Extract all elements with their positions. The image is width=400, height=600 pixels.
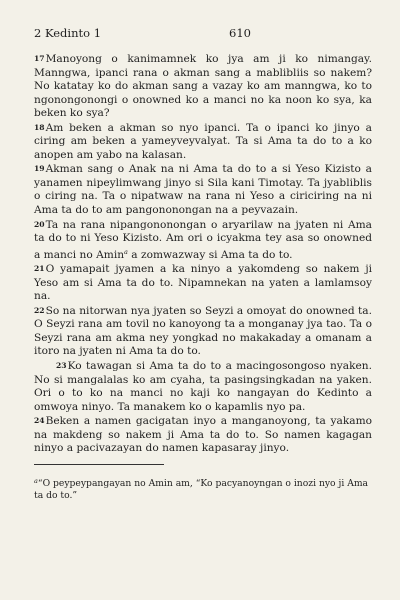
verse-20 <box>34 218 372 263</box>
verse-text-cont: a zomwazway si Ama ta do to. <box>127 248 293 261</box>
footnote-marker[interactable]: a <box>124 247 128 256</box>
verse-number: 22 <box>34 305 45 315</box>
verse-text: So na nitorwan nya jyaten so Seyzi a omoyat do onowned ta. O Seyzi rana am tovil no kanoyong ta a monganay jya tao. Ta o Seyzi rana am akma ney yongkad no makakaday a omanam a itoro na jyaten ni Ama ta do to. <box>34 304 372 358</box>
page-number: 610 <box>229 26 251 40</box>
verse-17 <box>34 52 372 121</box>
verse-number: 18 <box>34 122 45 132</box>
verse-number: 24 <box>34 416 45 426</box>
verse-text: Am beken a akman so nyo ipanci. Ta o ipanci ko jinyo a ciring am beken a yameyveyvalyat. Ta si Ama ta do to a ko anopen am yabo na kalasan. <box>34 121 372 161</box>
footnote-mark: a <box>34 476 38 485</box>
verse-number: 23 <box>56 361 67 371</box>
verse-text: Akman sang o Anak na ni Ama ta do to a si Yeso Kizisto a yanamen nipeylimwang jinyo si Sila kani Timotay. Ta jyabliblis o ciring na. Ta o nipatwaw na rana ni Yeso a ciriciring na ni Ama ta do to am pangononongan na a peyvazain. <box>34 163 372 217</box>
verse-23 <box>34 359 372 414</box>
footnote-divider <box>34 464 164 465</box>
verse-19 <box>34 162 372 217</box>
verse-number: 20 <box>34 219 45 229</box>
verse-number: 17 <box>34 54 45 63</box>
running-header <box>34 26 372 46</box>
verse-24 <box>34 414 372 456</box>
book-chapter-title: 2 Kedinto 1 <box>34 26 102 40</box>
verse-text: O yamapait jyamen a ka ninyo a yakomdeng so nakem ji Yeso am si Ama ta do to. Nipamnekan na yaten a lamlamsoy na. <box>34 263 372 303</box>
verse-text: Ta na rana nipangononongan o aryarilaw na jyaten ni Ama ta do to ni Yeso Kizisto. Am ori o icyakma tey asa so onowned a manci no Amin <box>34 218 372 261</box>
verse-number: 19 <box>34 164 45 174</box>
verse-text: Manoyong o kanimamnek ko jya am ji ko nimangay. Manngwa, ipanci rana o akman sang a mablibliis so nakem? No katatay ko do akman sang a vazay ko am manngwa, ko to ngonongonongi o onowned ko a manci no ka noon ko sya, ka beken ko sya? <box>34 53 372 120</box>
page <box>34 26 372 502</box>
verse-text: Beken a namen gacigatan inyo a manganoyong, ta yakamo na makdeng so nakem ji Ama ta do to. So namen kagagan ninyo a pacivazayan do namen kapasaray jinyo. <box>34 415 372 455</box>
verse-22 <box>34 304 372 359</box>
verse-number: 21 <box>34 264 45 274</box>
verse-text: Ko tawagan si Ama ta do to a macingosongoso nyaken. No si mangalalas ko am cyaha, ta pasingsingkadan na yaken. Ori o to ko na manci no kaji ko nangayan do Kedinto a omwoya ninyo. Ta manakem ko o kapamlis nyo pa. <box>34 360 372 413</box>
verse-21 <box>34 262 372 304</box>
footnote-text: “O peypeypangayan no Amin am, “Ko pacyanoyngan o inozi nyo ji Ama ta do to.” <box>34 477 369 501</box>
verse-18 <box>34 121 372 163</box>
footnote <box>34 475 372 502</box>
scripture-text <box>34 52 372 456</box>
